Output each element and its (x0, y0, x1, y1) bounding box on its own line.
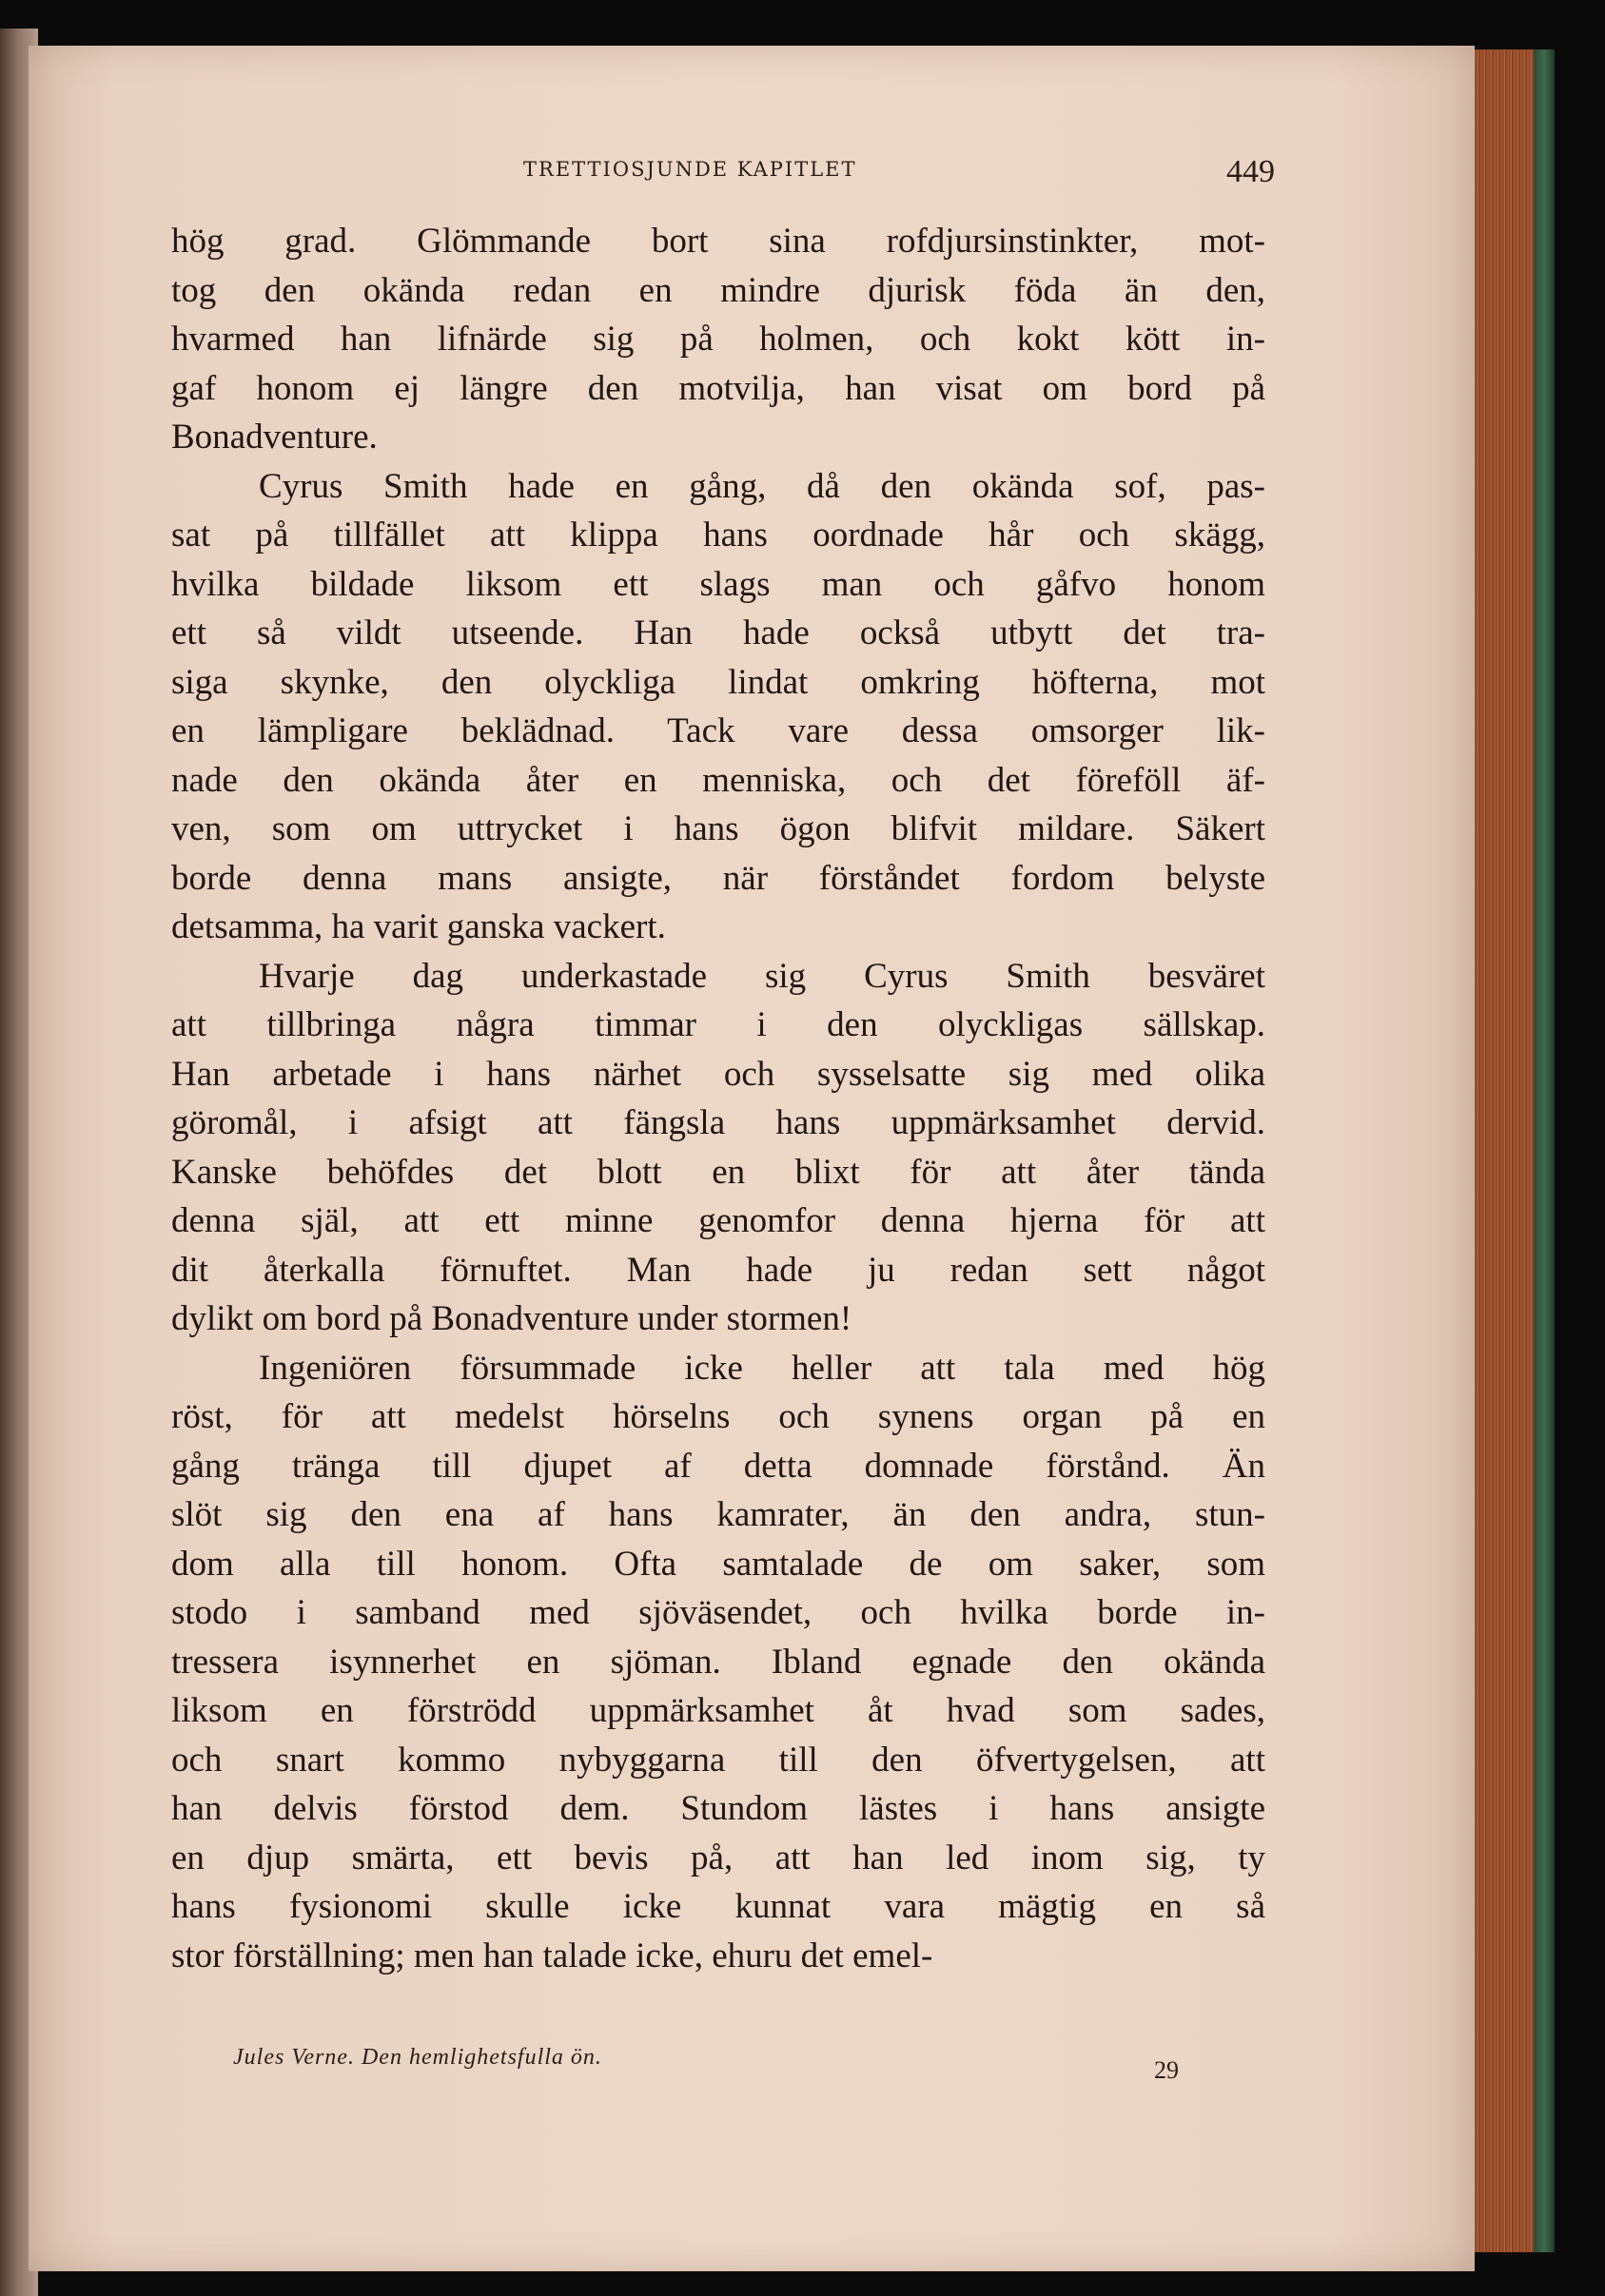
text-line: stodo i samband med sjöväsendet, och hvilka borde in- (171, 1593, 1265, 1632)
text-line: Ingeniören försummade icke heller att tala med hög (259, 1348, 1265, 1388)
text-line: en djup smärta, ett bevis på, att han led inom sig, ty (171, 1838, 1265, 1878)
text-line: borde denna mans ansigte, när förståndet fordom belyste (171, 858, 1265, 898)
text-line: Bonadventure. (171, 418, 378, 457)
text-line: stor förställning; men han talade icke, ehuru det emel- (171, 1936, 933, 1975)
text-line: hög grad. Glömmande bort sina rofdjursinstinkter, mot- (171, 222, 1265, 261)
text-line: denna själ, att ett minne genomfor denna hjerna för att (171, 1201, 1265, 1240)
text-line: siga skynke, den olyckliga lindat omkring höfterna, mot (171, 662, 1265, 702)
page-header (523, 154, 1275, 192)
text-line: tressera isynnerhet en sjöman. Ibland egnade den okända (171, 1642, 1265, 1682)
text-line: ven, som om uttrycket i hans ögon blifvit mildare. Säkert (171, 809, 1265, 848)
text-line: ett så vildt utseende. Han hade också utbytt det tra- (171, 613, 1265, 652)
text-line: göromål, i afsigt att fängsla hans uppmärksamhet dervid. (171, 1103, 1265, 1142)
body-text (171, 217, 1265, 1980)
text-line: Han arbetade i hans närhet och sysselsatte sig med olika (171, 1054, 1265, 1094)
signature-line: Jules Verne. Den hemlighetsfulla ön. (233, 2045, 602, 2070)
text-line: liksom en förströdd uppmärksamhet åt hvad som sades, (171, 1691, 1265, 1730)
text-line: han delvis förstod dem. Stundom lästes i hans ansigte (171, 1789, 1265, 1828)
text-line: röst, för att medelst hörselns och synens organ på en (171, 1397, 1265, 1436)
text-line: gång tränga till djupet af detta domnade förstånd. Än (171, 1446, 1265, 1486)
running-head: TRETTIOSJUNDE KAPITLET (523, 158, 857, 181)
text-line: slöt sig den ena af hans kamrater, än den andra, stun- (171, 1495, 1265, 1534)
text-line: gaf honom ej längre den motvilja, han visat om bord på (171, 368, 1265, 408)
book-cover-edge (1534, 49, 1555, 2252)
text-line: hans fysionomi skulle icke kunnat vara mägtig en så (171, 1887, 1265, 1926)
text-line: hvarmed han lifnärde sig på holmen, och kokt kött in- (171, 320, 1265, 359)
page-fore-edge (1465, 49, 1536, 2252)
text-line: Kanske behöfdes det blott en blixt för att åter tända (171, 1152, 1265, 1192)
text-line: dom alla till honom. Ofta samtalade de om saker, som (171, 1544, 1265, 1584)
text-line: hvilka bildade liksom ett slags man och gåfvo honom (171, 564, 1265, 604)
sheet-number: 29 (1154, 2056, 1179, 2084)
page-footer (233, 2045, 1184, 2092)
text-line: Cyrus Smith hade en gång, då den okända sof, pas- (259, 466, 1265, 506)
text-line: en lämpligare beklädnad. Tack vare dessa omsorger lik- (171, 711, 1265, 750)
text-line: att tillbringa några timmar i den olyckligas sällskap. (171, 1005, 1265, 1044)
text-line: dylikt om bord på Bonadventure under stormen! (171, 1299, 852, 1338)
page-number: 449 (1226, 154, 1275, 189)
text-line: sat på tillfället att klippa hans oordnade hår och skägg, (171, 516, 1265, 555)
text-line: detsamma, ha varit ganska vackert. (171, 907, 666, 946)
text-line: dit återkalla förnuftet. Man hade ju redan sett något (171, 1250, 1265, 1290)
text-line: och snart kommo nybyggarna till den öfvertygelsen, att (171, 1740, 1265, 1780)
text-line: nade den okända åter en menniska, och det föreföll äf- (171, 760, 1265, 800)
text-line: tog den okända redan en mindre djurisk föda än den, (171, 270, 1265, 310)
text-line: Hvarje dag underkastade sig Cyrus Smith besväret (259, 956, 1265, 996)
